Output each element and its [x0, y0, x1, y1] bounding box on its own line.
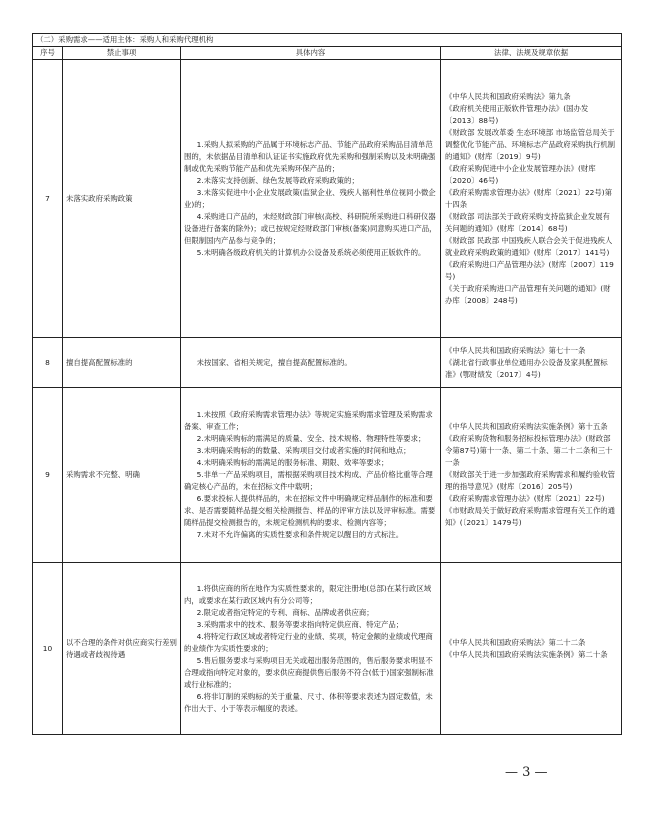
- table-row: [33, 338, 622, 388]
- basis-item: 《中华人民共和国政府采购法实施条例》第二十条: [445, 649, 608, 659]
- content-item: 2.限定或者指定特定的专利、商标、品牌或者供应商；: [196, 607, 374, 617]
- row-basis: [441, 563, 622, 735]
- table-row: [33, 388, 622, 563]
- row-seq: 8: [33, 338, 63, 388]
- content-item: 7.未对不允许偏离的实质性要求和条件规定以醒目的方式标注。: [196, 530, 404, 539]
- row-seq: 9: [33, 388, 63, 563]
- basis-item: 《中华人民共和国政府采购法》第二十二条: [445, 637, 586, 647]
- basis-item: 《关于政府采购进口产品管理有关问题的通知》(财办库〔2008〕248号): [445, 283, 611, 305]
- content-item: 6.将非订制的采购标的关于重量、尺寸、体积等要求表述为固定数值，未作出大于、小于等表示幅度的表述。: [184, 691, 433, 713]
- content-item: 1.采购人拟采购的产品属于环境标志产品、节能产品政府采购品目清单范围的，未依据品目清单和认证证书实施政府优先采购和强制采购以及未明确强制或优先采购节能产品和优先采购环保产品的；: [184, 139, 436, 173]
- basis-item: 《政府机关使用正版软件管理办法》(国办发〔2013〕88号): [445, 103, 589, 125]
- basis-item: 《政府采购进口产品管理办法》(财库〔2007〕119号): [445, 259, 614, 281]
- row-banned: 采购需求不完整、明确: [63, 388, 181, 563]
- basis-item: 《政府采购需求管理办法》(财库〔2021〕22号)第十四条: [445, 187, 613, 209]
- column-header-row: [33, 47, 622, 60]
- header-seq: 序号: [33, 47, 63, 60]
- page-number: — 3 —: [505, 765, 548, 780]
- basis-item: 《财政部 发展改革委 生态环境部 市场监管总局关于调整优化节能产品、环境标志产品政府采购执行机制的通知》(财库〔2019〕9号): [445, 127, 615, 161]
- table-row: [33, 60, 622, 338]
- row-basis: [441, 338, 622, 388]
- content-item: 5.未明确各级政府机关的计算机办公设备及系统必须使用正版软件的。: [196, 247, 426, 257]
- basis-item: 《财政部关于进一步加强政府采购需求和履约验收管理的指导意见》(财库〔2016〕205号): [445, 470, 615, 491]
- content-item: 3.未明确采购标的的数量、采购项目交付或者实施的时间和地点；: [196, 446, 411, 455]
- content-item: 2.未明确采购标的需满足的质量、安全、技术规格、物理特性等要求；: [196, 434, 426, 443]
- row-banned: 擅自提高配置标准的: [63, 338, 181, 388]
- header-content: 具体内容: [181, 47, 441, 60]
- row-banned: 以不合理的条件对供应商实行差别待遇或者歧视待遇: [63, 563, 181, 735]
- row-content: [181, 388, 441, 563]
- content-item: 4.将特定行政区域或者特定行业的业绩、奖项，特定金额的业绩或代理商的业绩作为实质性要求的；: [184, 631, 433, 653]
- content-item: 4.未明确采购标的需满足的服务标准、期限、效率等要求；: [196, 458, 389, 467]
- row-content: [181, 338, 441, 388]
- basis-item: 《湖北省行政事业单位通用办公设备及家具配置标准》(鄂财绩发〔2017〕4号): [445, 357, 608, 379]
- row-seq: 7: [33, 60, 63, 338]
- basis-item: 《政府采购货物和服务招标投标管理办法》(财政部令第87号)第十一条、第二十条、第二十二条和三十一条: [445, 434, 613, 467]
- row-seq: 10: [33, 563, 63, 735]
- content-item: 5.售后服务要求与采购项目无关或超出服务范围的，售后服务要求明显不合理或指向特定对象的，要求供应商提供售后服务不符合(低于)国家强制标准或行业标准的；: [184, 655, 434, 689]
- row-content: [181, 60, 441, 338]
- basis-item: 《政府采购促进中小企业发展管理办法》(财库〔2020〕46号): [445, 163, 596, 185]
- content-item: 1.未按照《政府采购需求管理办法》等规定实施采购需求管理及采购需求备案、审查工作；: [184, 410, 433, 431]
- basis-item: 《中华人民共和国政府采购法》第七十一条: [445, 345, 586, 355]
- section-header-row: [33, 34, 622, 47]
- basis-item: 《财政部 司法部关于政府采购支持监狱企业发展有关问题的通知》(财库〔2014〕68号): [445, 211, 610, 233]
- row-banned: 未落实政府采购政策: [63, 60, 181, 338]
- content-item: 3.未落实促进中小企业发展政策(监狱企业、残疾人福利性单位视同小微企业)的；: [184, 187, 436, 209]
- content-item: 2.未落实支持创新、绿色发展等政府采购政策的；: [196, 175, 359, 185]
- basis-item: 《财政部 民政部 中国残疾人联合会关于促进残疾人就业政府采购政策的通知》(财库〔2017〕141号): [445, 235, 613, 257]
- section-title: （二）采购需求——适用主体：采购人和采购代理机构: [33, 34, 622, 47]
- content-item: 5.非单一产品采购项目，需根据采购项目技术构成、产品价格比重等合理确定核心产品的，未在招标文件中载明；: [184, 470, 433, 491]
- content-item: 1.将供应商的所在地作为实质性要求的，限定注册地(总部)在某行政区域内，或要求在某行政区域内有分公司等；: [184, 583, 432, 605]
- basis-item: 《政府采购需求管理办法》(财库〔2021〕22号): [445, 494, 605, 503]
- basis-item: 《中华人民共和国政府采购法》第九条: [445, 91, 571, 101]
- header-basis: 法律、法规及规章依据: [441, 47, 622, 60]
- content-item: 未按国家、省相关规定，擅自提高配置标准的。: [196, 357, 352, 367]
- content-item: 3.采购需求中的技术、服务等要求指向特定供应商、特定产品；: [196, 619, 404, 629]
- table-row: [33, 563, 622, 735]
- prohibited-items-table: [32, 33, 622, 735]
- content-item: 6.要求投标人提供样品的，未在招标文件中明确规定样品制作的标准和要求、是否需要随样品提交相关检测报告、样品的评审方法以及评审标准。需要随样品提交检测报告的，未规定检测机构的要求、检测内容等；: [184, 494, 436, 527]
- basis-item: 《市财政局关于做好政府采购需求管理有关工作的通知》(〔2021〕1479号): [445, 506, 615, 527]
- header-banned: 禁止事项: [63, 47, 181, 60]
- row-basis: [441, 60, 622, 338]
- basis-item: 《中华人民共和国政府采购法实施条例》第十五条: [445, 422, 608, 431]
- row-basis: [441, 388, 622, 563]
- row-content: [181, 563, 441, 735]
- content-item: 4.采购进口产品的，未经财政部门审核(高校、科研院所采购进口科研仪器设备进行备案的除外)；或已按规定经财政部门审核(备案)同意购买进口产品，但限制国内产品参与竞争的；: [184, 211, 437, 245]
